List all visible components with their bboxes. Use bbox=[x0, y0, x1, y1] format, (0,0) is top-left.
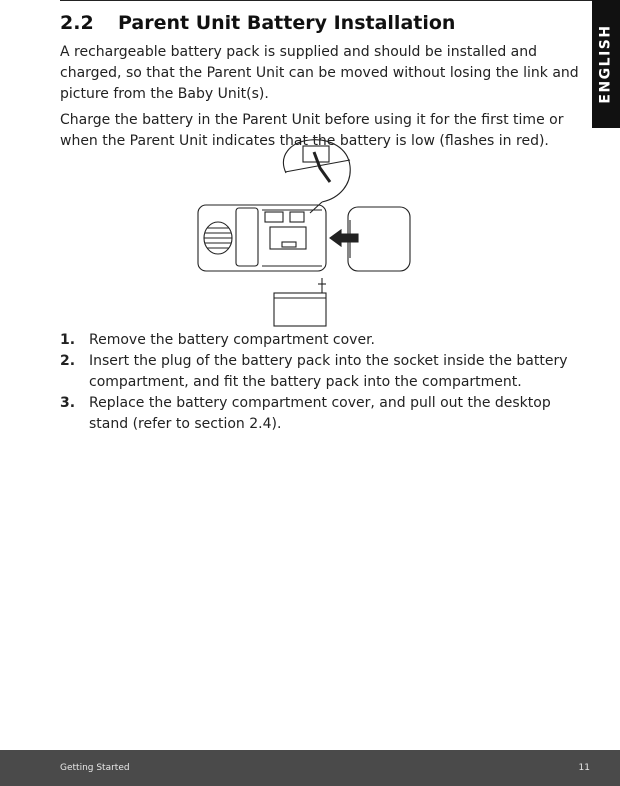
battery-installation-illustration bbox=[190, 138, 430, 333]
footer-section-name: Getting Started bbox=[60, 763, 130, 773]
language-tab bbox=[592, 0, 620, 128]
insert-arrow bbox=[330, 230, 358, 246]
step-text: Remove the battery compartment cover. bbox=[89, 332, 375, 348]
step-text: Insert the plug of the battery pack into the socket inside the battery compartment, and fit the battery pack into the compartment. bbox=[89, 353, 568, 390]
top-rule bbox=[60, 0, 592, 1]
magnifier-detail bbox=[283, 140, 350, 213]
section-number: 2.2 bbox=[60, 12, 94, 34]
section-title: Parent Unit Battery Installation bbox=[118, 12, 456, 34]
page-footer bbox=[0, 750, 620, 786]
step-number: 3. bbox=[60, 395, 76, 411]
section-heading bbox=[60, 12, 455, 34]
charge-paragraph: Charge the battery in the Parent Unit before using it for the first time or when the Parent Unit indicates that the battery is low (flashes in red). bbox=[60, 112, 564, 149]
step-item bbox=[60, 330, 590, 351]
language-tab-label: ENGLISH bbox=[598, 24, 615, 104]
step-text: Replace the battery compartment cover, and pull out the desktop stand (refer to section 2.4). bbox=[89, 395, 551, 432]
step-item bbox=[60, 351, 590, 393]
instruction-steps bbox=[60, 330, 590, 435]
parent-unit-body bbox=[198, 205, 326, 271]
footer-page-number: 11 bbox=[578, 763, 590, 773]
step-item bbox=[60, 393, 590, 435]
battery-pack bbox=[274, 278, 326, 326]
step-number: 2. bbox=[60, 353, 76, 369]
step-number: 1. bbox=[60, 332, 76, 348]
intro-paragraph: A rechargeable battery pack is supplied and should be installed and charged, so that the Parent Unit can be moved without losing the link and picture from the Baby Unit(s). bbox=[60, 44, 579, 102]
